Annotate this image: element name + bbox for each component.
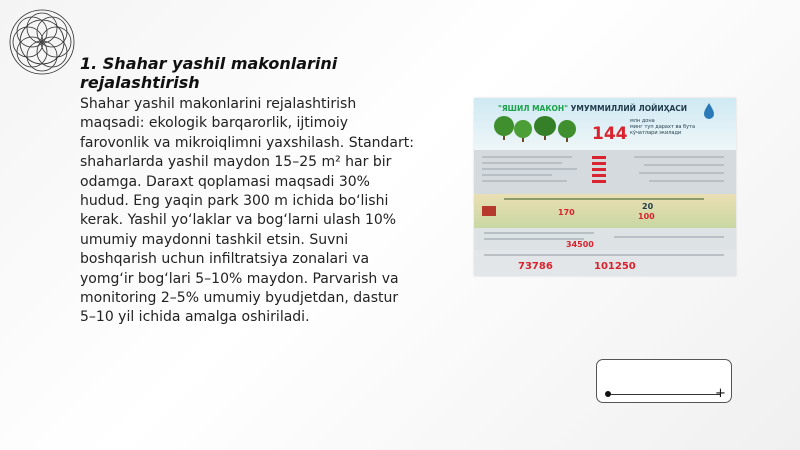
- slide-title: 1. Shahar yashil makonlarini rejalashtirish: [80, 54, 338, 92]
- poster-caption-line: кўчатлари экилади: [630, 130, 682, 136]
- tree-icon: [534, 116, 556, 136]
- decorative-ornament-icon: [4, 4, 80, 80]
- tree-icon: [514, 120, 532, 138]
- water-drop-icon: [702, 102, 716, 120]
- poster-red-figures: [592, 156, 606, 186]
- poster-text-line: [482, 174, 552, 176]
- plus-icon[interactable]: +: [715, 386, 726, 401]
- poster-title-green: "ЯШИЛ МАКОН": [498, 104, 569, 113]
- poster-figure: 101250: [594, 261, 636, 272]
- poster-text-line: [484, 232, 594, 234]
- house-icon: [482, 206, 496, 216]
- poster-big-number-caption: [630, 118, 700, 136]
- poster-text-line: [482, 156, 572, 158]
- poster-figure: 20: [642, 202, 654, 211]
- poster-caption-line: млн дона: [630, 118, 655, 124]
- tree-icon: [558, 120, 576, 138]
- poster-text-line: [644, 164, 724, 166]
- poster-text-line: [482, 180, 567, 182]
- poster-caption-line: минг туп дарахт ва бута: [630, 124, 696, 130]
- slide-body-text: Shahar yashil makonlarini rejalashtirish maqsadi: ekologik barqarorlik, ijtimoiy farovonlik va mikroiqlimni yaxshilash. Standart: shaharlarda yashil maydon 15–25 m² har bir odamga. Daraxt qoplamasi maqsadi 30% hudud. Eng yaqin park 300 m ichida bo‘lishi kerak. Yashil yo‘laklar va bog‘larni ulash 10% umumiy maydonni tashkil etsin. Suvni boshqarish uchun infiltratsiya zonalari va yomg‘ir bog‘lari 5–10% maydon. Parvarish va monitoring 2–5% umumiy byudjetdan, dastur 5–10 yil ichida amalga oshiriladi.: [80, 96, 414, 326]
- poster-text-line: [634, 156, 724, 158]
- poster-text-line: [639, 172, 724, 174]
- poster-text-line: [649, 180, 724, 182]
- media-progress-control[interactable]: [596, 359, 732, 403]
- poster-figure: 34500: [566, 240, 594, 249]
- poster-title: [498, 104, 687, 113]
- progress-knob[interactable]: [605, 391, 611, 397]
- poster-figure: 73786: [518, 261, 553, 272]
- tree-icon: [494, 116, 514, 136]
- poster-figure: 100: [638, 212, 655, 221]
- poster-text-line: [504, 198, 704, 200]
- progress-track[interactable]: [608, 394, 720, 395]
- poster-text-line: [482, 162, 562, 164]
- poster-big-number: 144: [592, 124, 628, 144]
- project-infographic-image: [474, 98, 736, 276]
- poster-title-rest: УМУММИЛЛИЙ ЛОЙИҲАСИ: [568, 104, 688, 113]
- poster-text-line: [484, 254, 724, 256]
- poster-text-line: [482, 168, 577, 170]
- poster-text-line: [614, 236, 724, 238]
- poster-figure: 170: [558, 208, 575, 217]
